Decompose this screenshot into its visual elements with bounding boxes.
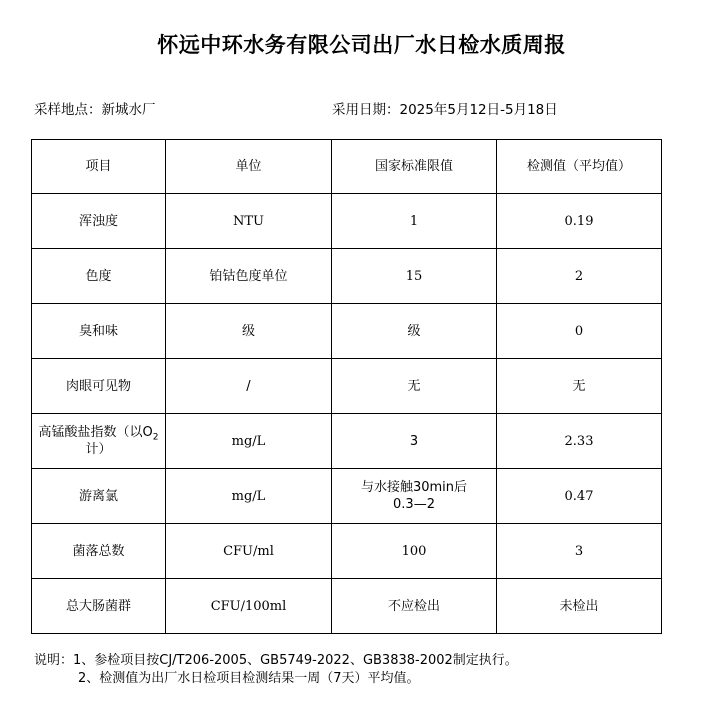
row-unit: 铂钴色度单位 <box>166 249 332 304</box>
header-limit: 国家标准限值 <box>332 140 497 194</box>
row-item: 总大肠菌群 <box>32 579 166 634</box>
row-unit: CFU/ml <box>166 524 332 579</box>
row-value: 2.33 <box>497 414 662 469</box>
note-line-2: 2、检测值为出厂水日检项目检测结果一周（7天）平均值。 <box>78 671 420 686</box>
header-value: 检测值（平均值） <box>497 140 662 194</box>
row-value: 0 <box>497 304 662 359</box>
table-row <box>32 524 662 579</box>
row-unit: mg/L <box>166 469 332 524</box>
row-limit: 无 <box>332 359 497 414</box>
table-row <box>32 194 662 249</box>
row-limit: 级 <box>332 304 497 359</box>
row-unit: CFU/100ml <box>166 579 332 634</box>
table-row <box>32 414 662 469</box>
row-item: 浑浊度 <box>32 194 166 249</box>
row-item <box>32 414 166 469</box>
row-limit: 3 <box>332 414 497 469</box>
row-item: 游离氯 <box>32 469 166 524</box>
row-value: 0.19 <box>497 194 662 249</box>
row-unit: / <box>166 359 332 414</box>
row-value: 0.47 <box>497 469 662 524</box>
row-unit: mg/L <box>166 414 332 469</box>
row-limit: 15 <box>332 249 497 304</box>
table-header-row <box>32 140 662 194</box>
table-row <box>32 469 662 524</box>
note-line-1: 说明：1、参检项目按CJ/T206-2005、GB5749-2022、GB3838-2002制定执行。 <box>34 653 518 668</box>
table-row <box>32 249 662 304</box>
row-item: 菌落总数 <box>32 524 166 579</box>
header-unit: 单位 <box>166 140 332 194</box>
row-item: 色度 <box>32 249 166 304</box>
row-limit: 100 <box>332 524 497 579</box>
notes <box>34 652 518 688</box>
row-item: 肉眼可见物 <box>32 359 166 414</box>
report-title: 怀远中环水务有限公司出厂水日检水质周报 <box>157 33 566 57</box>
row-item-text: 高锰酸盐指数（以O <box>38 425 153 440</box>
table-row <box>32 579 662 634</box>
row-unit: NTU <box>166 194 332 249</box>
row-limit-line1: 与水接触30min后 <box>360 480 468 495</box>
row-limit: 不应检出 <box>332 579 497 634</box>
row-limit: 1 <box>332 194 497 249</box>
row-value: 2 <box>497 249 662 304</box>
water-quality-table <box>31 139 662 634</box>
table-row <box>32 359 662 414</box>
sampling-location: 采样地点：新城水厂 <box>34 102 156 118</box>
row-limit-line2: 0.3—2 <box>393 497 435 512</box>
row-value: 3 <box>497 524 662 579</box>
table-row <box>32 304 662 359</box>
sampling-date: 采用日期：2025年5月12日-5月18日 <box>332 102 558 118</box>
row-value: 未检出 <box>497 579 662 634</box>
row-item-tail: 计） <box>85 442 112 457</box>
row-item: 臭和味 <box>32 304 166 359</box>
row-limit <box>332 469 497 524</box>
row-value: 无 <box>497 359 662 414</box>
header-item: 项目 <box>32 140 166 194</box>
row-item-subscript: 2 <box>152 432 159 443</box>
row-unit: 级 <box>166 304 332 359</box>
